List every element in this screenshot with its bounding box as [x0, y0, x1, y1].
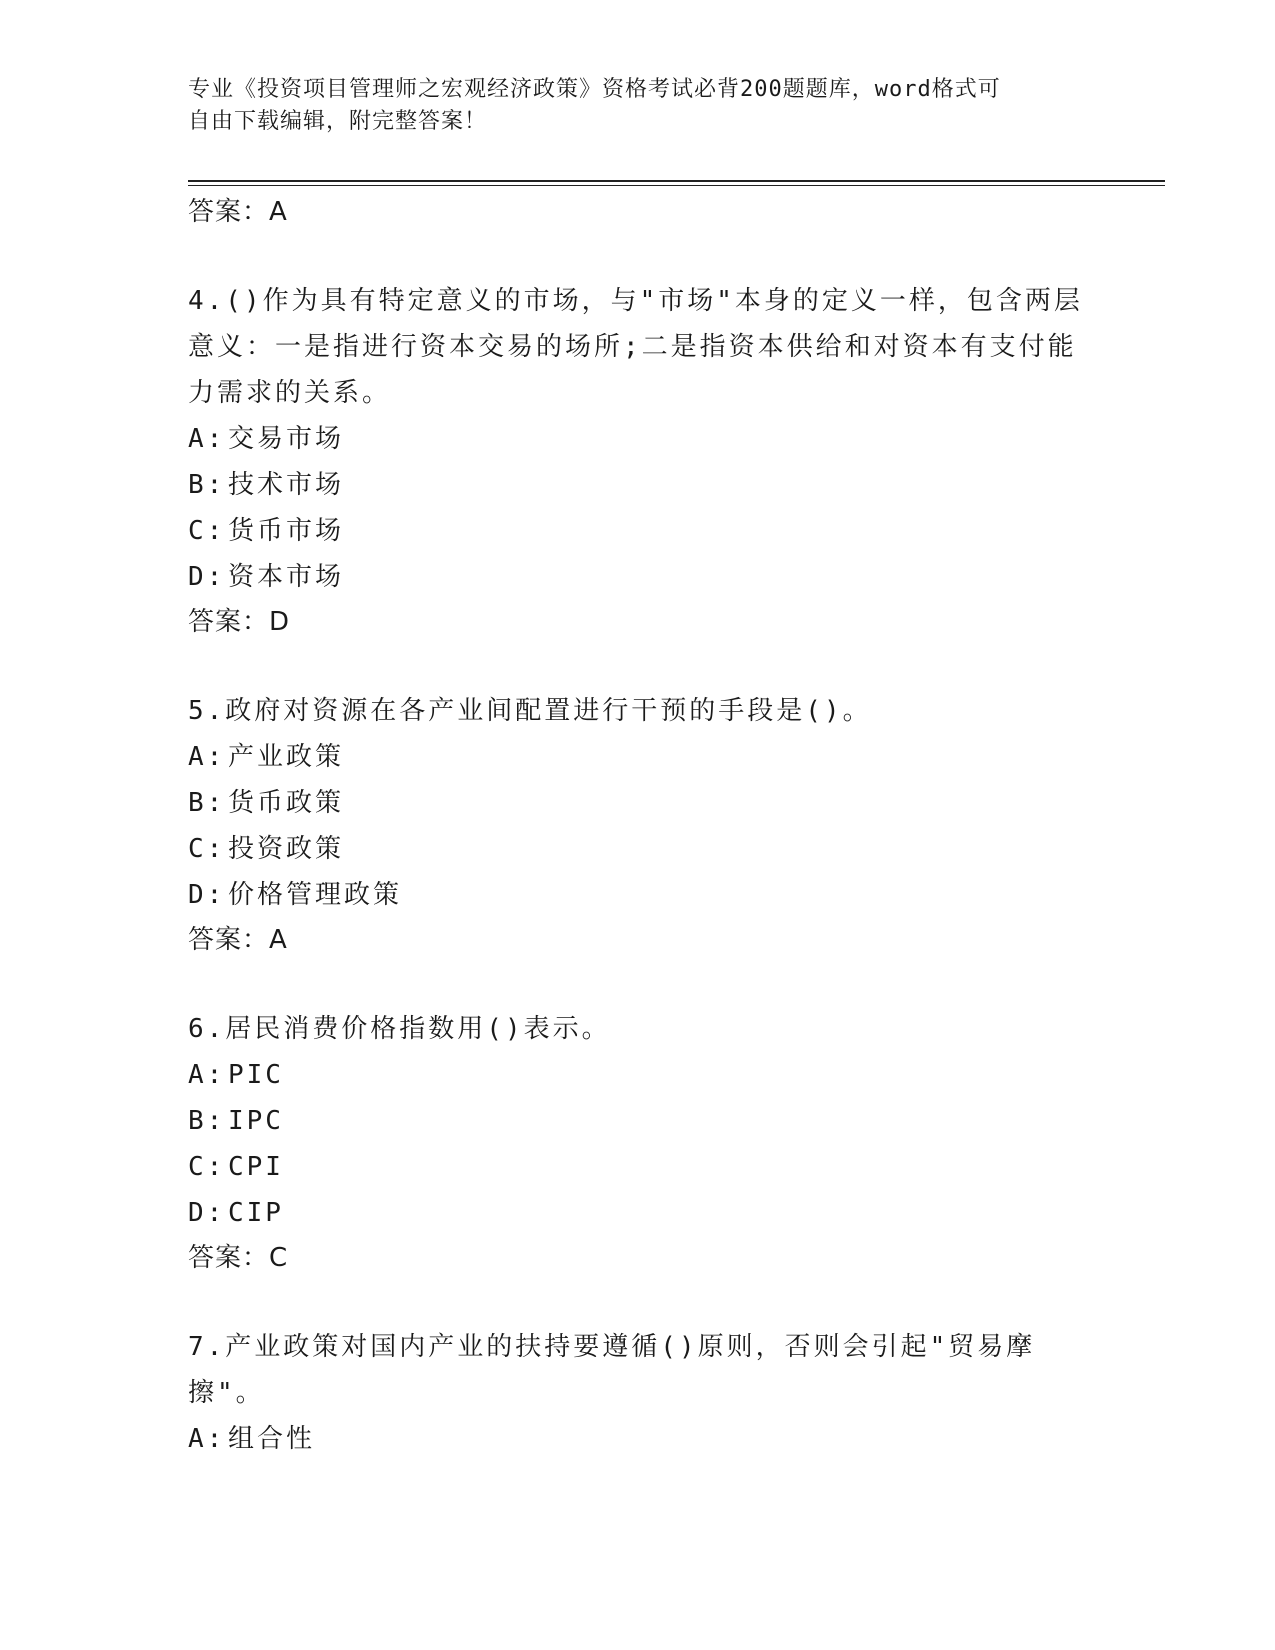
- question-list: [188, 190, 1088, 1462]
- option-b: [188, 780, 1088, 826]
- header-divider-thin: [188, 185, 1165, 186]
- option-text: 资本市场: [228, 562, 345, 592]
- option-key: B:: [188, 788, 226, 818]
- header-divider-thick: [188, 180, 1165, 182]
- option-key: D:: [188, 562, 226, 592]
- option-key: C:: [188, 834, 226, 864]
- option-key: A:: [188, 424, 226, 454]
- option-text: 交易市场: [228, 424, 345, 454]
- header-line-2: 自由下载编辑，附完整答案！: [188, 109, 488, 134]
- option-a: [188, 1052, 1088, 1098]
- option-text: 货币政策: [228, 788, 345, 818]
- question-5: [188, 688, 1088, 962]
- option-text: CPI: [228, 1152, 284, 1182]
- option-c: [188, 508, 1088, 554]
- option-d: [188, 1190, 1088, 1236]
- option-text: 技术市场: [228, 470, 345, 500]
- option-text: 组合性: [228, 1424, 316, 1454]
- answer-line: 答案：C: [188, 1243, 289, 1273]
- option-text: 价格管理政策: [228, 880, 403, 910]
- option-text: 投资政策: [228, 834, 345, 864]
- option-key: D:: [188, 1198, 226, 1228]
- option-text: PIC: [228, 1060, 284, 1090]
- question-stem: 5.政府对资源在各产业间配置进行干预的手段是()。: [188, 696, 872, 726]
- question-7: [188, 1324, 1088, 1462]
- option-key: D:: [188, 880, 226, 910]
- option-key: A:: [188, 1060, 226, 1090]
- option-key: A:: [188, 742, 226, 772]
- option-d: [188, 872, 1088, 918]
- option-c: [188, 826, 1088, 872]
- option-b: [188, 1098, 1088, 1144]
- option-key: B:: [188, 1106, 226, 1136]
- answer-line: 答案：A: [188, 197, 288, 227]
- question-stem: 7.产业政策对国内产业的扶持要遵循()原则，否则会引起"贸易摩擦"。: [188, 1332, 1036, 1408]
- option-b: [188, 462, 1088, 508]
- option-text: IPC: [228, 1106, 284, 1136]
- option-d: [188, 554, 1088, 600]
- answer-line: 答案：D: [188, 607, 291, 637]
- answer-line: 答案：A: [188, 925, 288, 955]
- question-stem: 6.居民消费价格指数用()表示。: [188, 1014, 611, 1044]
- header-line-1: 专业《投资项目管理师之宏观经济政策》资格考试必背200题题库，word格式可: [188, 77, 1001, 102]
- question-6: [188, 1006, 1088, 1280]
- option-key: C:: [188, 516, 226, 546]
- option-key: C:: [188, 1152, 226, 1182]
- option-text: 货币市场: [228, 516, 345, 546]
- option-a: [188, 416, 1088, 462]
- question-4: [188, 278, 1088, 644]
- question-stem: 4.()作为具有特定意义的市场，与"市场"本身的定义一样，包含两层意义：一是指进行资本交易的场所;二是指资本供给和对资本有支付能力需求的关系。: [188, 286, 1083, 408]
- option-text: CIP: [228, 1198, 284, 1228]
- option-c: [188, 1144, 1088, 1190]
- option-key: A:: [188, 1424, 226, 1454]
- document-header: [188, 74, 1088, 138]
- option-key: B:: [188, 470, 226, 500]
- option-a: [188, 1416, 1088, 1462]
- option-a: [188, 734, 1088, 780]
- option-text: 产业政策: [228, 742, 345, 772]
